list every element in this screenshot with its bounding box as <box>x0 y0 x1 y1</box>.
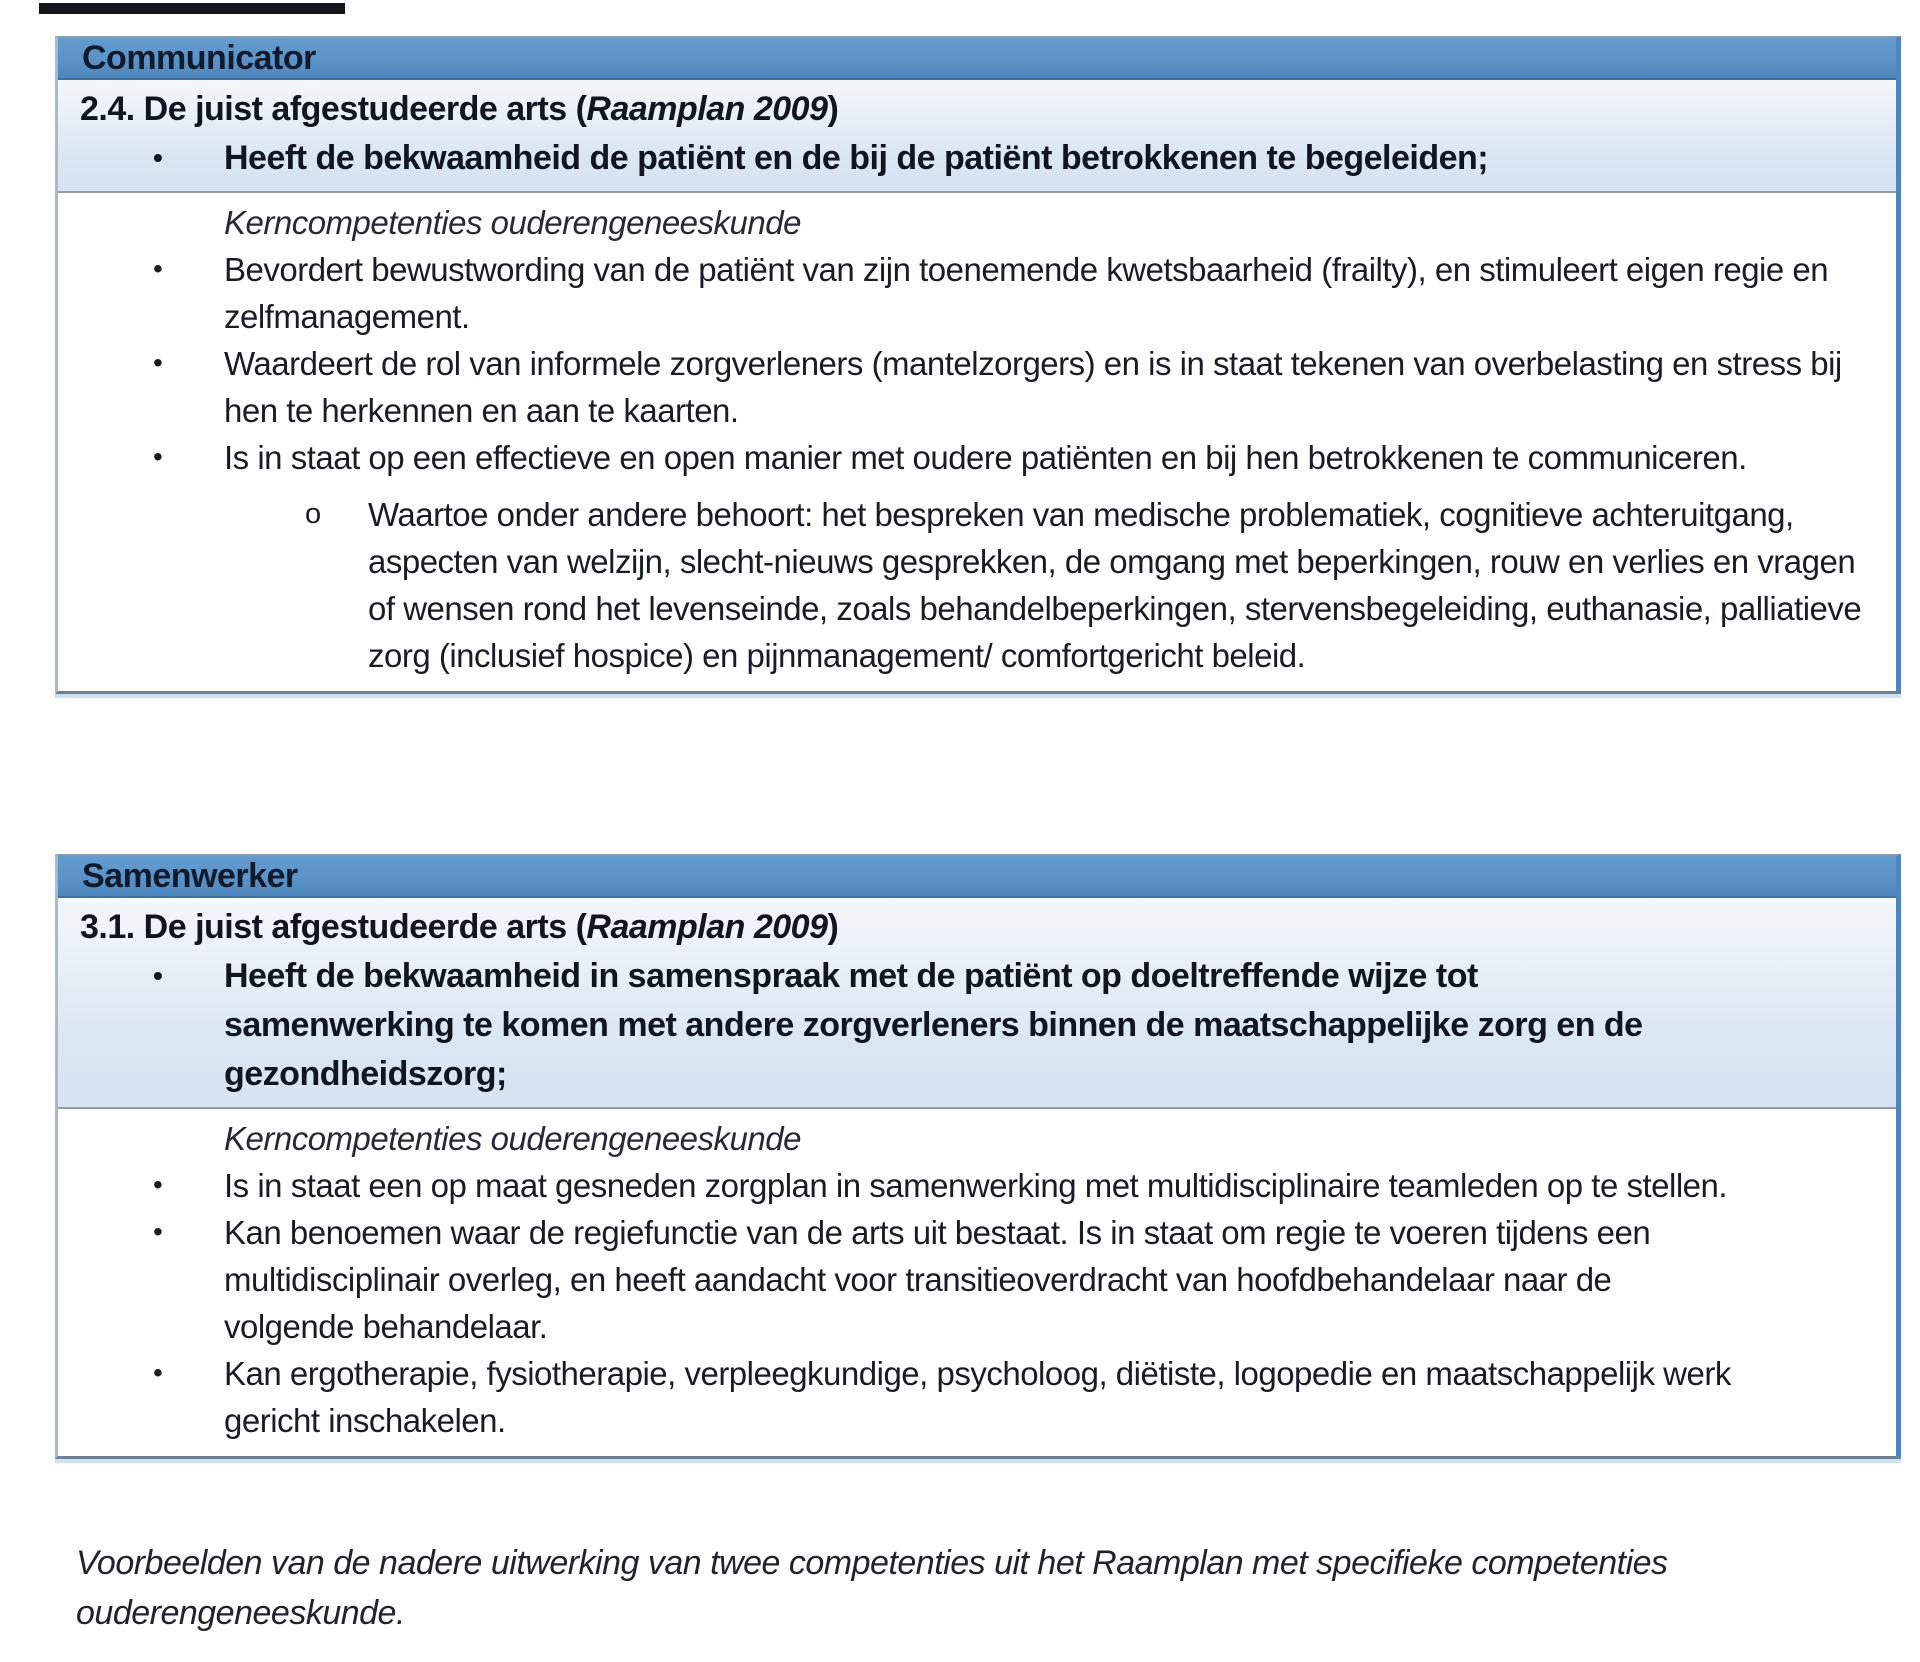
kerncompetenties-subheading: Kerncompetenties ouderengeneeskunde <box>224 204 801 241</box>
page-crop-artifact <box>39 3 345 14</box>
list-item-text: Waardeert de rol van informele zorgverleners (mantelzorgers) en is in staat tekenen van overbelasting en stress bij hen te herkennen en aan te kaarten. <box>224 345 1842 429</box>
bullet-icon: • <box>153 1169 163 1200</box>
figure-caption: Voorbeelden van de nadere uitwerking van twee competenties uit het Raamplan met specifieke competenties ouderengeneeskunde. <box>76 1544 1668 1632</box>
bullet-icon: • <box>153 1357 163 1388</box>
list-item <box>58 1162 1896 1209</box>
table-header-samenwerker <box>58 856 1896 898</box>
competency-table-samenwerker <box>55 854 1901 1459</box>
table-header-communicator <box>58 38 1896 80</box>
list-item <box>58 340 1896 434</box>
title-suffix: ) <box>827 90 839 128</box>
bullet-icon: • <box>153 1216 163 1247</box>
title-prefix: 2.4. De juist afgestudeerde arts ( <box>80 90 587 128</box>
bullet-icon: • <box>153 142 163 173</box>
bullet-icon: • <box>153 253 163 284</box>
highlight-bullet <box>58 952 1896 1099</box>
bullet-icon: • <box>153 441 163 472</box>
list-item-text: Is in staat op een effectieve en open manier met oudere patiënten en bij hen betrokkenen te communiceren. <box>224 439 1747 476</box>
raamplan-row-communicator <box>58 80 1896 193</box>
competencies-row-communicator <box>58 193 1896 691</box>
raamplan-title <box>58 902 1896 952</box>
title-raamplan-italic: Raamplan 2009 <box>586 90 828 128</box>
highlight-bullet-text: Heeft de bekwaamheid in samenspraak met de patiënt op doeltreffende wijze tot samenwerking te komen met andere zorgverleners binnen de maatschappelijke zorg en de gezondheidszorg; <box>224 957 1643 1093</box>
kerncompetenties-subheading: Kerncompetenties ouderengeneeskunde <box>224 1120 801 1157</box>
title-prefix: 3.1. De juist afgestudeerde arts ( <box>80 908 587 946</box>
list-item-text: Kan benoemen waar de regiefunctie van de arts uit bestaat. Is in staat om regie te voeren tijdens een multidisciplinair overleg, en heeft aandacht voor transitieoverdracht van hoofdbehandelaar naar de volgende behandelaar. <box>224 1214 1651 1345</box>
title-raamplan-italic: Raamplan 2009 <box>586 908 828 946</box>
list-item-text: Kan ergotherapie, fysiotherapie, verpleegkundige, psycholoog, diëtiste, logopedie en maatschappelijk werk gericht inschakelen. <box>224 1355 1731 1439</box>
competency-table-communicator <box>55 36 1901 694</box>
list-item <box>58 246 1896 340</box>
raamplan-row-samenwerker <box>58 898 1896 1109</box>
list-item <box>58 434 1896 481</box>
sub-bullet-icon: o <box>305 498 321 530</box>
table-header-label: Communicator <box>82 39 316 77</box>
sub-list-item <box>58 491 1896 679</box>
list-item-text: Is in staat een op maat gesneden zorgplan in samenwerking met multidisciplinaire teamleden op te stellen. <box>224 1167 1728 1204</box>
highlight-bullet-text: Heeft de bekwaamheid de patiënt en de bij de patiënt betrokkenen te begeleiden; <box>224 139 1489 177</box>
sub-list-item-text: Waartoe onder andere behoort: het bespreken van medische problematiek, cognitieve achteruitgang, aspecten van welzijn, slecht-nieuws gesprekken, de omgang met beperkingen, rouw en verlies en vragen of wensen rond het levenseinde, zoals behandelbeperkingen, stervensbegeleiding, euthanasie, palliatieve zorg (inclusief hospice) en pijnmanagement/ comfortgericht beleid. <box>368 496 1862 674</box>
list-item <box>58 1350 1896 1444</box>
list-item <box>58 1209 1896 1350</box>
table-header-label: Samenwerker <box>82 857 298 895</box>
title-suffix: ) <box>827 908 839 946</box>
competencies-row-samenwerker <box>58 1109 1896 1456</box>
bullet-icon: • <box>153 347 163 378</box>
bullet-icon: • <box>153 960 163 991</box>
list-item-text: Bevordert bewustwording van de patiënt van zijn toenemende kwetsbaarheid (frailty), en stimuleert eigen regie en zelfmanagement. <box>224 251 1829 335</box>
highlight-bullet <box>58 134 1896 183</box>
raamplan-title <box>58 84 1896 134</box>
